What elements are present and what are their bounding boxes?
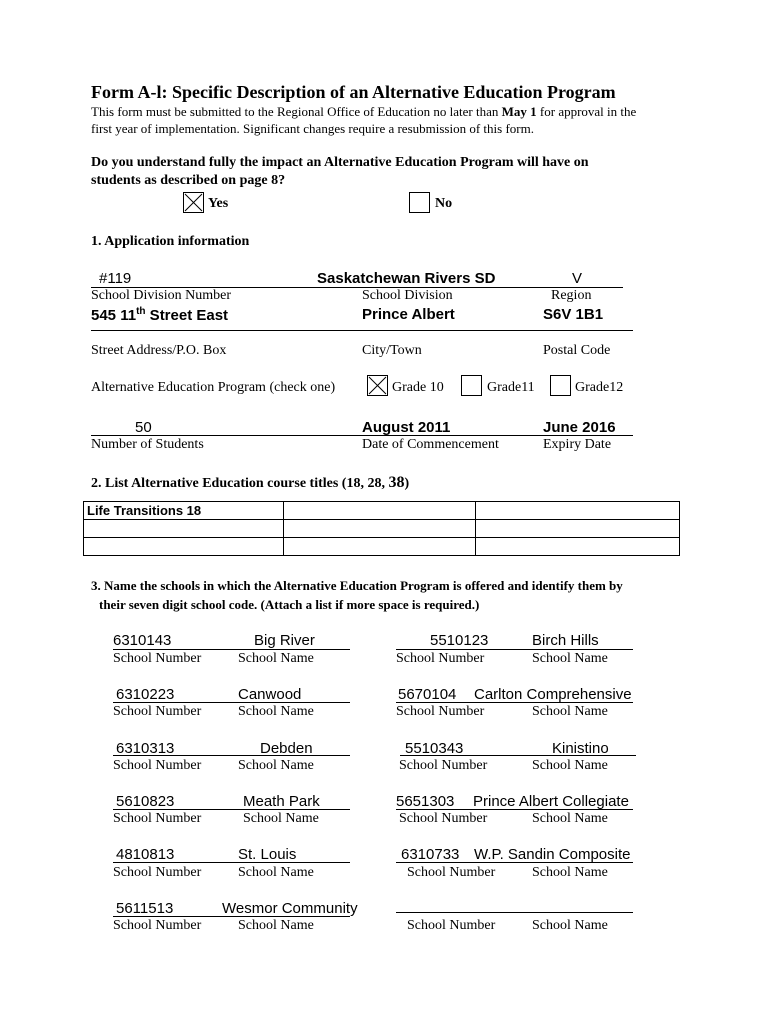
school-name-value: W.P. Sandin Composite [474,846,631,863]
division-label: School Division [362,288,453,303]
school-underline [113,702,350,703]
school-name-label: School Name [238,758,314,773]
grade12-label: Grade12 [575,380,624,395]
intro-deadline: May 1 [501,104,537,119]
grade12-checkbox[interactable] [550,375,571,396]
city-value: Prince Albert [362,306,455,323]
school-number-label: School Number [396,651,485,666]
section3-heading-line-2: their seven digit school code. (Attach a list if more space is required.) [99,597,480,612]
grade11-checkbox[interactable] [461,375,482,396]
address-underline [91,330,633,331]
school-number-value: 6310223 [116,686,175,703]
grade11-label: Grade11 [487,380,535,395]
school-underline [113,649,350,650]
street-value [91,306,228,324]
course-cell[interactable]: Life Transitions 18 [84,502,284,520]
school-underline [113,755,350,756]
intro-line-2: first year of implementation. Significant changes require a resubmission of this form. [91,121,534,136]
division-value: Saskatchewan Rivers SD [317,270,496,287]
school-number-label: School Number [113,651,202,666]
school-name-value: Big River [254,632,315,649]
postal-label: Postal Code [543,343,611,358]
table-row [84,538,680,556]
school-name-label: School Name [532,918,608,933]
school-name-label: School Name [532,651,608,666]
school-name-label: School Name [532,704,608,719]
school-number-label: School Number [113,758,202,773]
course-titles-table [83,501,680,556]
question-line-1: Do you understand fully the impact an Alternative Education Program will have on [91,155,589,170]
section1-heading: 1. Application information [91,234,250,249]
school-name-label: School Name [532,758,608,773]
dates-underline [91,435,633,436]
division-number-label: School Division Number [91,288,231,303]
school-number-value: 5510343 [405,740,464,757]
school-number-label: School Number [113,918,202,933]
region-value: V [572,270,583,287]
school-number-label: School Number [113,811,202,826]
students-value: 50 [135,419,152,436]
school-underline [400,755,636,756]
street-name: Street East [145,307,229,324]
street-superscript: th [136,306,146,317]
intro-text: This form must be submitted to the Regional Office of Education no later than [91,104,502,119]
grade10-label: Grade 10 [392,380,444,395]
school-name-label: School Name [243,811,319,826]
expiry-value: June 2016 [543,419,616,436]
school-name-label: School Name [532,811,608,826]
school-number-value: 5611513 [116,900,174,917]
school-name-value: Carlton Comprehensive [474,686,632,703]
check-x-icon [184,193,203,212]
course-cell[interactable] [284,538,476,556]
commencement-label: Date of Commencement [362,437,499,452]
school-name-label: School Name [532,865,608,880]
school-name-label: School Name [238,704,314,719]
school-number-label: School Number [407,865,496,880]
school-number-value: 5670104 [398,686,457,703]
expiry-label: Expiry Date [543,437,612,452]
school-name-label: School Name [238,865,314,880]
no-checkbox[interactable] [409,192,430,213]
street-number: 545 11 [91,307,137,324]
section3-heading-line-1: 3. Name the schools in which the Alternative Education Program is offered and identify them by [91,578,623,593]
school-name-value: Wesmor Community [222,900,358,917]
school-name-value: Meath Park [243,793,320,810]
city-label: City/Town [362,343,422,358]
school-name-value: Kinistino [552,740,609,757]
school-number-label: School Number [113,704,202,719]
yes-checkbox[interactable] [183,192,204,213]
grade10-checkbox[interactable] [367,375,388,396]
course-cell[interactable] [84,538,284,556]
school-number-value: 5510123 [430,632,489,649]
course-cell[interactable] [476,520,680,538]
table-row [84,520,680,538]
school-underline [396,809,633,810]
commencement-value: August 2011 [362,419,451,436]
students-label: Number of Students [91,437,204,452]
school-number-value: 4810813 [116,846,175,863]
section2-heading-close: ) [404,476,410,491]
course-cell[interactable] [476,502,680,520]
school-name-value: Prince Albert Collegiate [473,793,629,810]
school-number-value: 5610823 [116,793,175,810]
school-underline [396,912,633,913]
school-number-label: School Number [113,865,202,880]
section2-heading-number: 38 [388,474,405,491]
school-number-label: School Number [399,758,488,773]
school-number-label: School Number [407,918,496,933]
form-title: Form A-l: Specific Description of an Alternative Education Program [91,82,616,102]
course-cell[interactable] [284,502,476,520]
program-label: Alternative Education Program (check one) [91,380,336,395]
school-name-label: School Name [238,651,314,666]
region-label: Region [551,288,592,303]
school-name-value: St. Louis [238,846,297,863]
school-underline [396,702,633,703]
school-number-value: 6310143 [113,632,172,649]
school-underline [113,809,350,810]
postal-value: S6V 1B1 [543,306,604,323]
course-cell[interactable] [284,520,476,538]
check-x-icon [368,376,387,395]
section2-heading [91,474,409,492]
school-number-label: School Number [396,704,485,719]
school-name-value: Debden [260,740,313,757]
school-number-value: 6310733 [401,846,460,863]
school-underline [113,916,350,917]
school-number-value: 6310313 [116,740,175,757]
intro-line-1 [91,104,636,120]
division-number-value: #119 [99,270,132,287]
question-line-2: students as described on page 8? [91,173,286,188]
school-underline [396,862,633,863]
school-underline [113,862,350,863]
school-number-value: 5651303 [396,793,455,810]
yes-label: Yes [208,196,229,211]
school-name-value: Canwood [238,686,302,703]
intro-text-end: for approval in the [536,104,637,119]
school-name-value: Birch Hills [532,632,599,649]
course-cell[interactable] [84,520,284,538]
table-row [84,502,680,520]
street-label: Street Address/P.O. Box [91,343,227,358]
section2-heading-text: 2. List Alternative Education course titles (18, 28, [91,476,389,491]
school-number-label: School Number [399,811,488,826]
school-name-label: School Name [238,918,314,933]
school-underline [396,649,633,650]
course-cell[interactable] [476,538,680,556]
no-label: No [435,196,453,211]
